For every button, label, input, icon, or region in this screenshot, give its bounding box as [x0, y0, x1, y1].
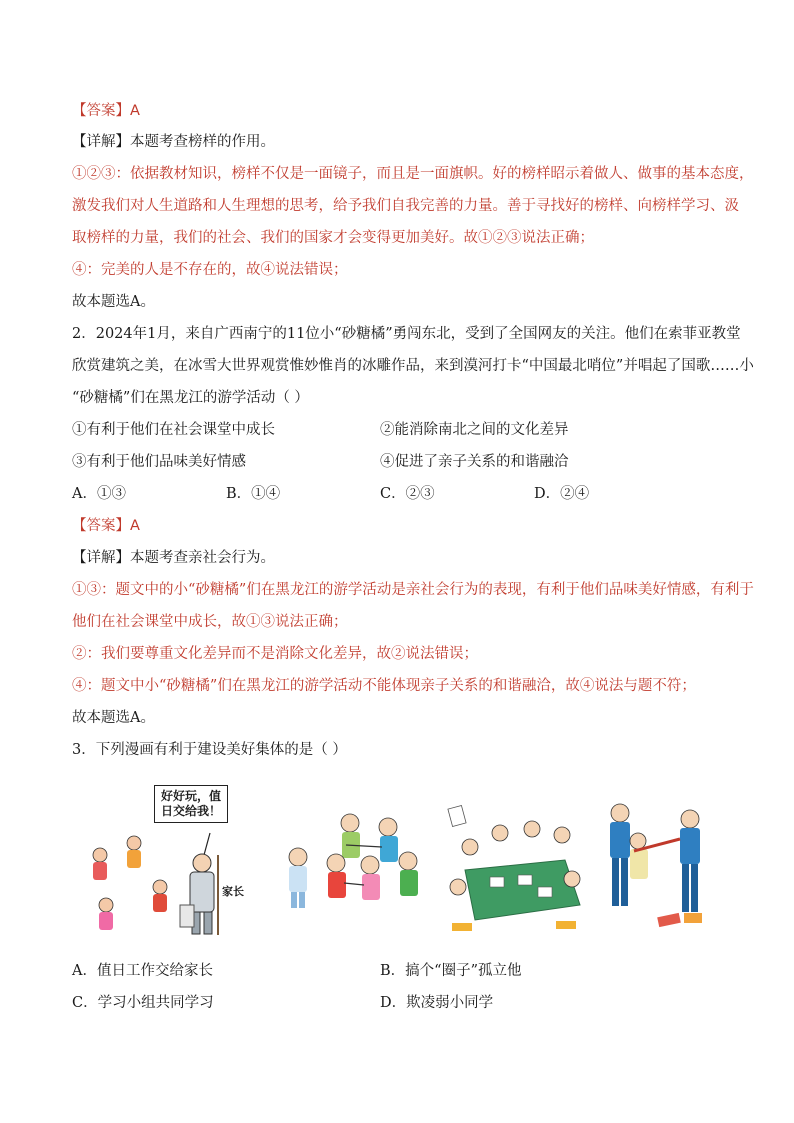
q2-stem-line1: 2．2024年1月，来自广西南宁的11位小“砂糖橘”勇闯东北，受到了全国网友的关注。他们在索菲亚教堂: [72, 326, 741, 342]
q2-option-d[interactable]: D．②④: [534, 486, 590, 502]
q2-option-c[interactable]: C．②③: [380, 486, 435, 502]
q2-stem-line2: 欣赏建筑之美，在冰雪大世界观赏惟妙惟肖的冰雕作品，来到漠河打卡“中国最北哨位”并唱起了国歌……小: [72, 358, 754, 374]
q3-option-c[interactable]: C．学习小组共同学习: [72, 995, 214, 1011]
q3-stem: 3．下列漫画有利于建设美好集体的是（ ）: [72, 742, 347, 758]
q3-option-b[interactable]: B．搞个“圈子”孤立他: [380, 963, 522, 979]
q2-conclusion: 故本题选A。: [72, 710, 155, 726]
q3-option-a[interactable]: A．值日工作交给家长: [72, 963, 213, 979]
q1-answer: 【答案】A: [72, 103, 140, 119]
q2-stem-line3: “砂糖橘”们在黑龙江的游学活动（ ）: [72, 390, 309, 406]
q1-analysis-line2: 激发我们对人生道路和人生理想的思考，给予我们自我完善的力量。善于寻找好的榜样、向榜样学习、汲: [72, 198, 739, 214]
cartoon-panel-b: [284, 795, 434, 925]
q2-item-1: ①有利于他们在社会课堂中成长: [72, 422, 275, 438]
q2-analysis-line2: 他们在社会课堂中成长，故①③说法正确；: [72, 614, 348, 630]
q2-item-3: ③有利于他们品味美好情感: [72, 454, 246, 470]
q1-detail-label: 【详解】本题考查榜样的作用。: [72, 134, 275, 150]
q2-item-4: ④促进了亲子关系的和谐融洽: [380, 454, 569, 470]
parent-label: 家长: [222, 885, 244, 898]
q2-answer: 【答案】A: [72, 518, 140, 534]
chores-cartoon-illustration: [72, 795, 272, 945]
q2-analysis-para3: ④：题文中小“砂糖橘”们在黑龙江的游学活动不能体现亲子关系的和谐融洽，故④说法与题不符；: [72, 678, 696, 694]
q2-option-a[interactable]: A．①③: [72, 486, 126, 502]
q2-item-2: ②能消除南北之间的文化差异: [380, 422, 569, 438]
cartoon-panel-c: [440, 795, 590, 935]
bullying-cartoon-illustration: [598, 795, 713, 940]
q2-analysis-para2: ②：我们要尊重文化差异而不是消除文化差异，故②说法错误；: [72, 646, 478, 662]
speech-bubble: 好好玩，值日交给我！: [154, 785, 228, 823]
cartoon-panel-d: [598, 795, 713, 940]
q1-analysis-para2: ④：完美的人是不存在的，故④说法错误；: [72, 262, 348, 278]
q1-conclusion: 故本题选A。: [72, 294, 155, 310]
q2-option-b[interactable]: B．①④: [226, 486, 281, 502]
q2-analysis-line1: ①③：题文中的小“砂糖橘”们在黑龙江的游学活动是亲社会行为的表现，有利于他们品味美好情感，有利于: [72, 582, 754, 598]
q2-detail-label: 【详解】本题考查亲社会行为。: [72, 550, 275, 566]
q1-analysis-line3: 取榜样的力量，我们的社会、我们的国家才会变得更加美好。故①②③说法正确；: [72, 230, 594, 246]
study-group-cartoon-illustration: [440, 795, 590, 935]
isolating-cartoon-illustration: [284, 795, 434, 925]
q3-option-d[interactable]: D．欺凌弱小同学: [380, 995, 494, 1011]
cartoon-panel-a: [72, 789, 272, 945]
q1-analysis-line1: ①②③：依据教材知识，榜样不仅是一面镜子，而且是一面旗帜。好的榜样昭示着做人、做事的基本态度，: [72, 166, 754, 182]
